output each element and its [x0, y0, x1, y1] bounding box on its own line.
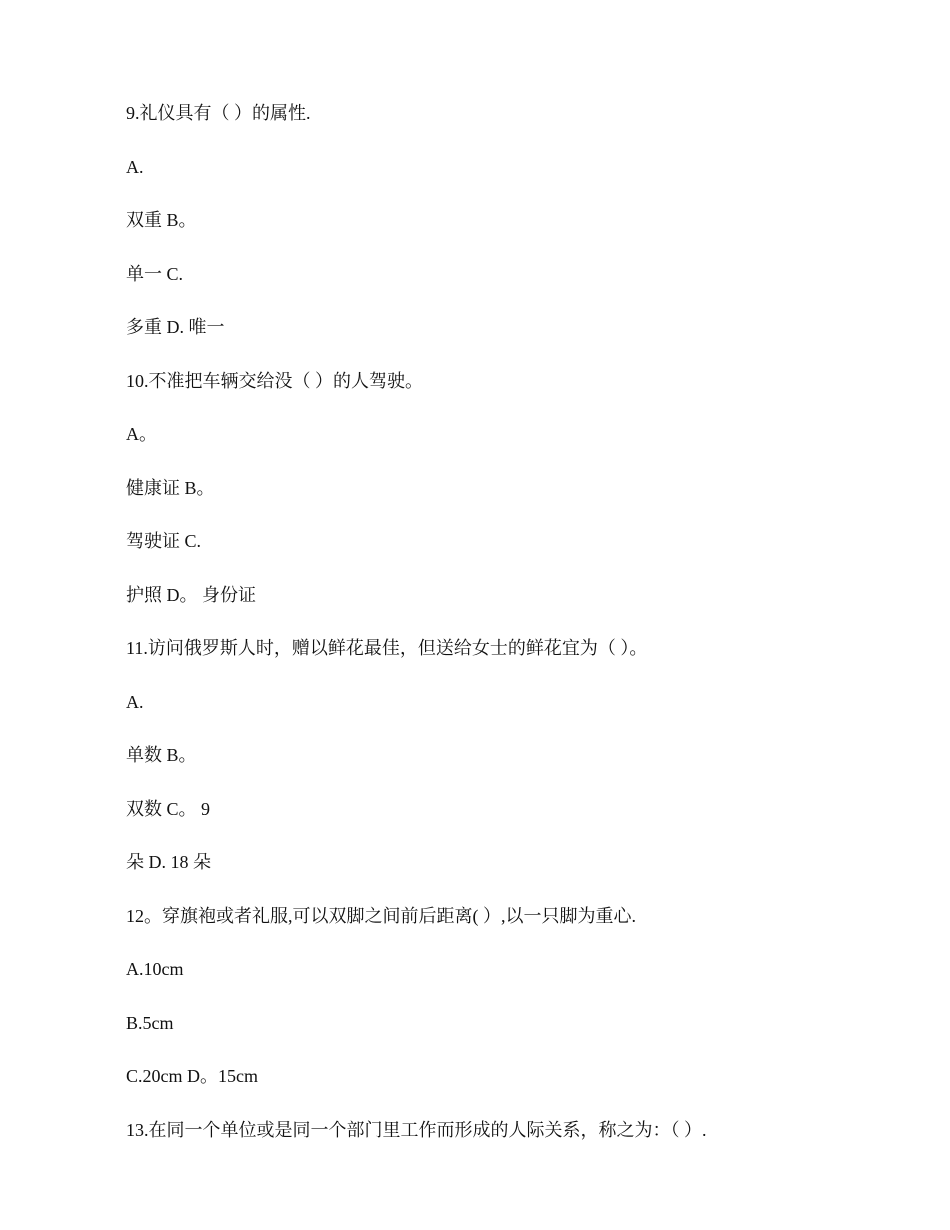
question-10-option-line: 健康证 B。	[126, 477, 215, 498]
question-9-option-line: 单一 C.	[126, 263, 184, 284]
question-11-option-line: 双数 C。 9	[126, 798, 211, 819]
question-11-option-line: 朵 D. 18 朵	[126, 852, 211, 872]
question-9-option-line: 双重 B。	[126, 210, 197, 230]
question-11-option-line: 单数 B。	[126, 745, 197, 765]
question-10-option-line: 护照 D。 身份证	[126, 584, 256, 605]
question-10-text: 10.不准把车辆交给没（ ）的人驾驶。	[126, 370, 423, 391]
question-12-option-line: B.5cm	[126, 1012, 174, 1033]
question-12-option-line: A.10cm	[126, 959, 184, 979]
question-13-text: 13.在同一个单位或是同一个部门里工作而形成的人际关系，称之为：（ ）.	[126, 1119, 707, 1140]
question-11-text: 11.访问俄罗斯人时，赠以鲜花最佳，但送给女士的鲜花宜为（ ）。	[126, 638, 648, 658]
question-11-option-line: A.	[126, 691, 144, 712]
question-9-option-line: 多重 D. 唯一	[126, 317, 225, 337]
question-12-option-line: C.20cm D。15cm	[126, 1066, 258, 1086]
question-12-text: 12。穿旗袍或者礼服,可以双脚之间前后距离( ）,以一只脚为重心.	[126, 905, 636, 926]
question-9-text: 9.礼仪具有（ ）的属性.	[126, 103, 311, 123]
document-body	[126, 101, 906, 1171]
question-10-option-line: 驾驶证 C.	[126, 531, 202, 551]
question-9-option-line: A.	[126, 156, 144, 177]
question-10-option-line: A。	[126, 424, 157, 444]
